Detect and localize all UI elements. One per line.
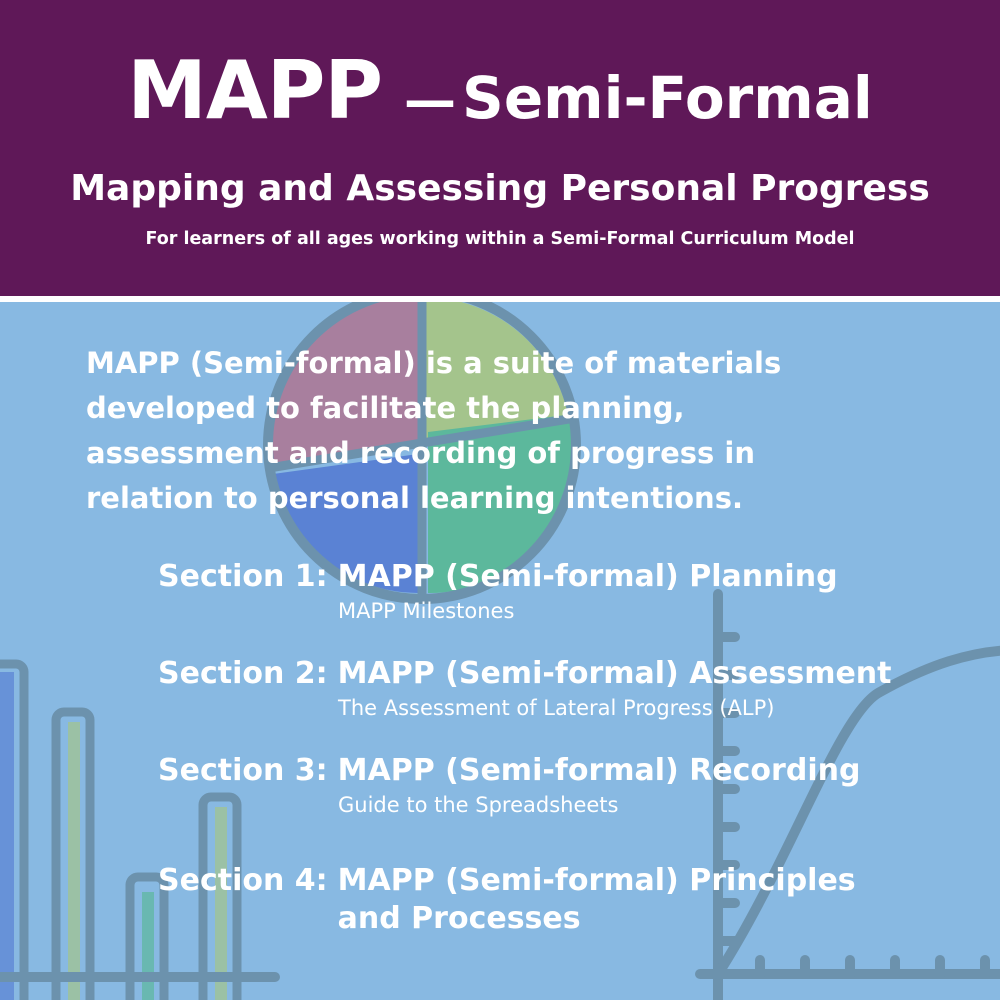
section-number: Section 4: (158, 863, 328, 898)
section-1 (158, 558, 838, 626)
section-number: Section 3: (158, 753, 328, 788)
section-name: MAPP (Semi-formal) Principles and Processes (337, 863, 856, 936)
section-name: MAPP (Semi-formal) Planning (337, 559, 838, 594)
section-subtitle: The Assessment of Lateral Progress (ALP) (338, 696, 775, 720)
section-2 (158, 655, 892, 723)
section-subtitle: Guide to the Spreadsheets (338, 793, 619, 817)
title-main: MAPP (127, 44, 383, 137)
section-name: MAPP (Semi-formal) Assessment (337, 656, 892, 691)
title-variant: Semi-Formal (462, 64, 873, 132)
page-subtitle: Mapping and Assessing Personal Progress (70, 168, 930, 209)
page-tagline: For learners of all ages working within a Semi-Formal Curriculum Model (145, 229, 855, 249)
section-name: MAPP (Semi-formal) Recording (337, 753, 861, 788)
section-number: Section 1: (158, 559, 328, 594)
section-4 (158, 862, 898, 938)
header-banner (0, 0, 1000, 296)
section-subtitle: MAPP Milestones (338, 599, 515, 623)
page-title (0, 44, 1000, 137)
title-dash: — (404, 71, 457, 131)
section-number: Section 2: (158, 656, 328, 691)
intro-paragraph: MAPP (Semi-formal) is a suite of materials developed to facilitate the planning, assessment and recording of progress in relation to personal learning intentions. (86, 346, 782, 515)
section-3 (158, 752, 860, 820)
